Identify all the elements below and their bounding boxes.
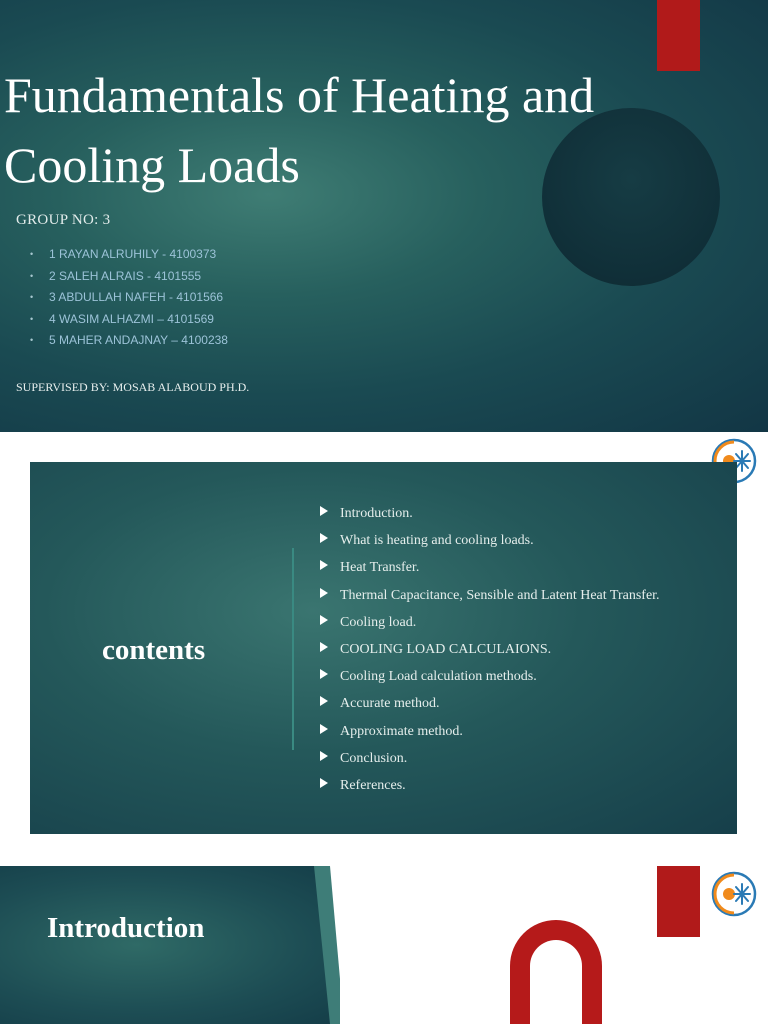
member-name: 1 RAYAN ALRUHILY - 4100373 [49, 247, 217, 261]
bullet-dot-icon: • [30, 270, 34, 281]
triangle-arrow-icon [320, 696, 328, 706]
teal-panel [0, 866, 340, 1024]
contents-item-label: Conclusion. [340, 750, 408, 766]
triangle-arrow-icon [320, 751, 328, 761]
contents-item-label: References. [340, 777, 406, 793]
bullet-dot-icon: • [30, 292, 34, 303]
triangle-arrow-icon [320, 669, 328, 679]
triangle-arrow-icon [320, 615, 328, 625]
slide-title: Fundamentals of Heating and Cooling Loads [4, 67, 595, 193]
triangle-arrow-icon [320, 778, 328, 788]
member-list [30, 244, 228, 352]
member-name: 5 MAHER ANDAJNAY – 4100238 [49, 333, 228, 348]
contents-item [320, 554, 660, 581]
red-arch-shape [510, 920, 602, 1024]
triangle-arrow-icon [320, 533, 328, 543]
triangle-arrow-icon [320, 724, 328, 734]
bullet-dot-icon: • [30, 335, 34, 346]
contents-item-label: What is heating and cooling loads. [340, 533, 534, 549]
vertical-divider [292, 548, 294, 750]
contents-item [320, 690, 660, 717]
member-item [30, 266, 228, 288]
supervisor-line: SUPERVISED BY: MOSAB ALABOUD PH.D. [16, 380, 250, 394]
group-number: GROUP NO: 3 [16, 212, 111, 228]
contents-item-label: Heat Transfer. [340, 560, 420, 576]
triangle-arrow-icon [320, 560, 328, 570]
sun-snowflake-hvac-icon [711, 871, 757, 917]
introduction-heading: Introduction [47, 912, 205, 944]
contents-list [320, 500, 660, 799]
member-name: 3 ABDULLAH NAFEH - 4101566 [49, 290, 224, 305]
member-item [30, 287, 228, 309]
contents-item [320, 527, 660, 554]
introduction-slide [0, 866, 768, 1024]
contents-slide [30, 462, 737, 834]
contents-item [320, 663, 660, 690]
member-item [30, 309, 228, 331]
contents-heading: contents [102, 634, 206, 666]
contents-item [320, 500, 660, 527]
contents-item [320, 718, 660, 745]
triangle-arrow-icon [320, 642, 328, 652]
contents-item [320, 636, 660, 663]
bullet-dot-icon: • [30, 313, 34, 324]
contents-item-label: Accurate method. [340, 696, 440, 712]
contents-item-label: Approximate method. [340, 723, 463, 739]
member-item [30, 244, 228, 266]
contents-item-label: Cooling load. [340, 614, 417, 630]
triangle-arrow-icon [320, 588, 328, 598]
contents-item-label: Thermal Capacitance, Sensible and Latent Heat Transfer. [340, 587, 660, 603]
bullet-dot-icon: • [30, 249, 34, 259]
contents-item-label: Introduction. [340, 506, 413, 521]
red-accent-bar [657, 866, 700, 937]
title-slide [0, 0, 768, 432]
contents-item [320, 772, 660, 799]
contents-item-label: Cooling Load calculation methods. [340, 669, 537, 685]
member-name: 2 SALEH ALRAIS - 4101555 [49, 268, 202, 283]
member-name: 4 WASIM ALHAZMI – 4101569 [49, 311, 214, 326]
triangle-arrow-icon [320, 506, 328, 516]
contents-item [320, 582, 660, 609]
member-item [30, 330, 228, 352]
contents-item-label: COOLING LOAD CALCULAIONS. [340, 641, 552, 657]
contents-item [320, 745, 660, 772]
contents-item [320, 609, 660, 636]
